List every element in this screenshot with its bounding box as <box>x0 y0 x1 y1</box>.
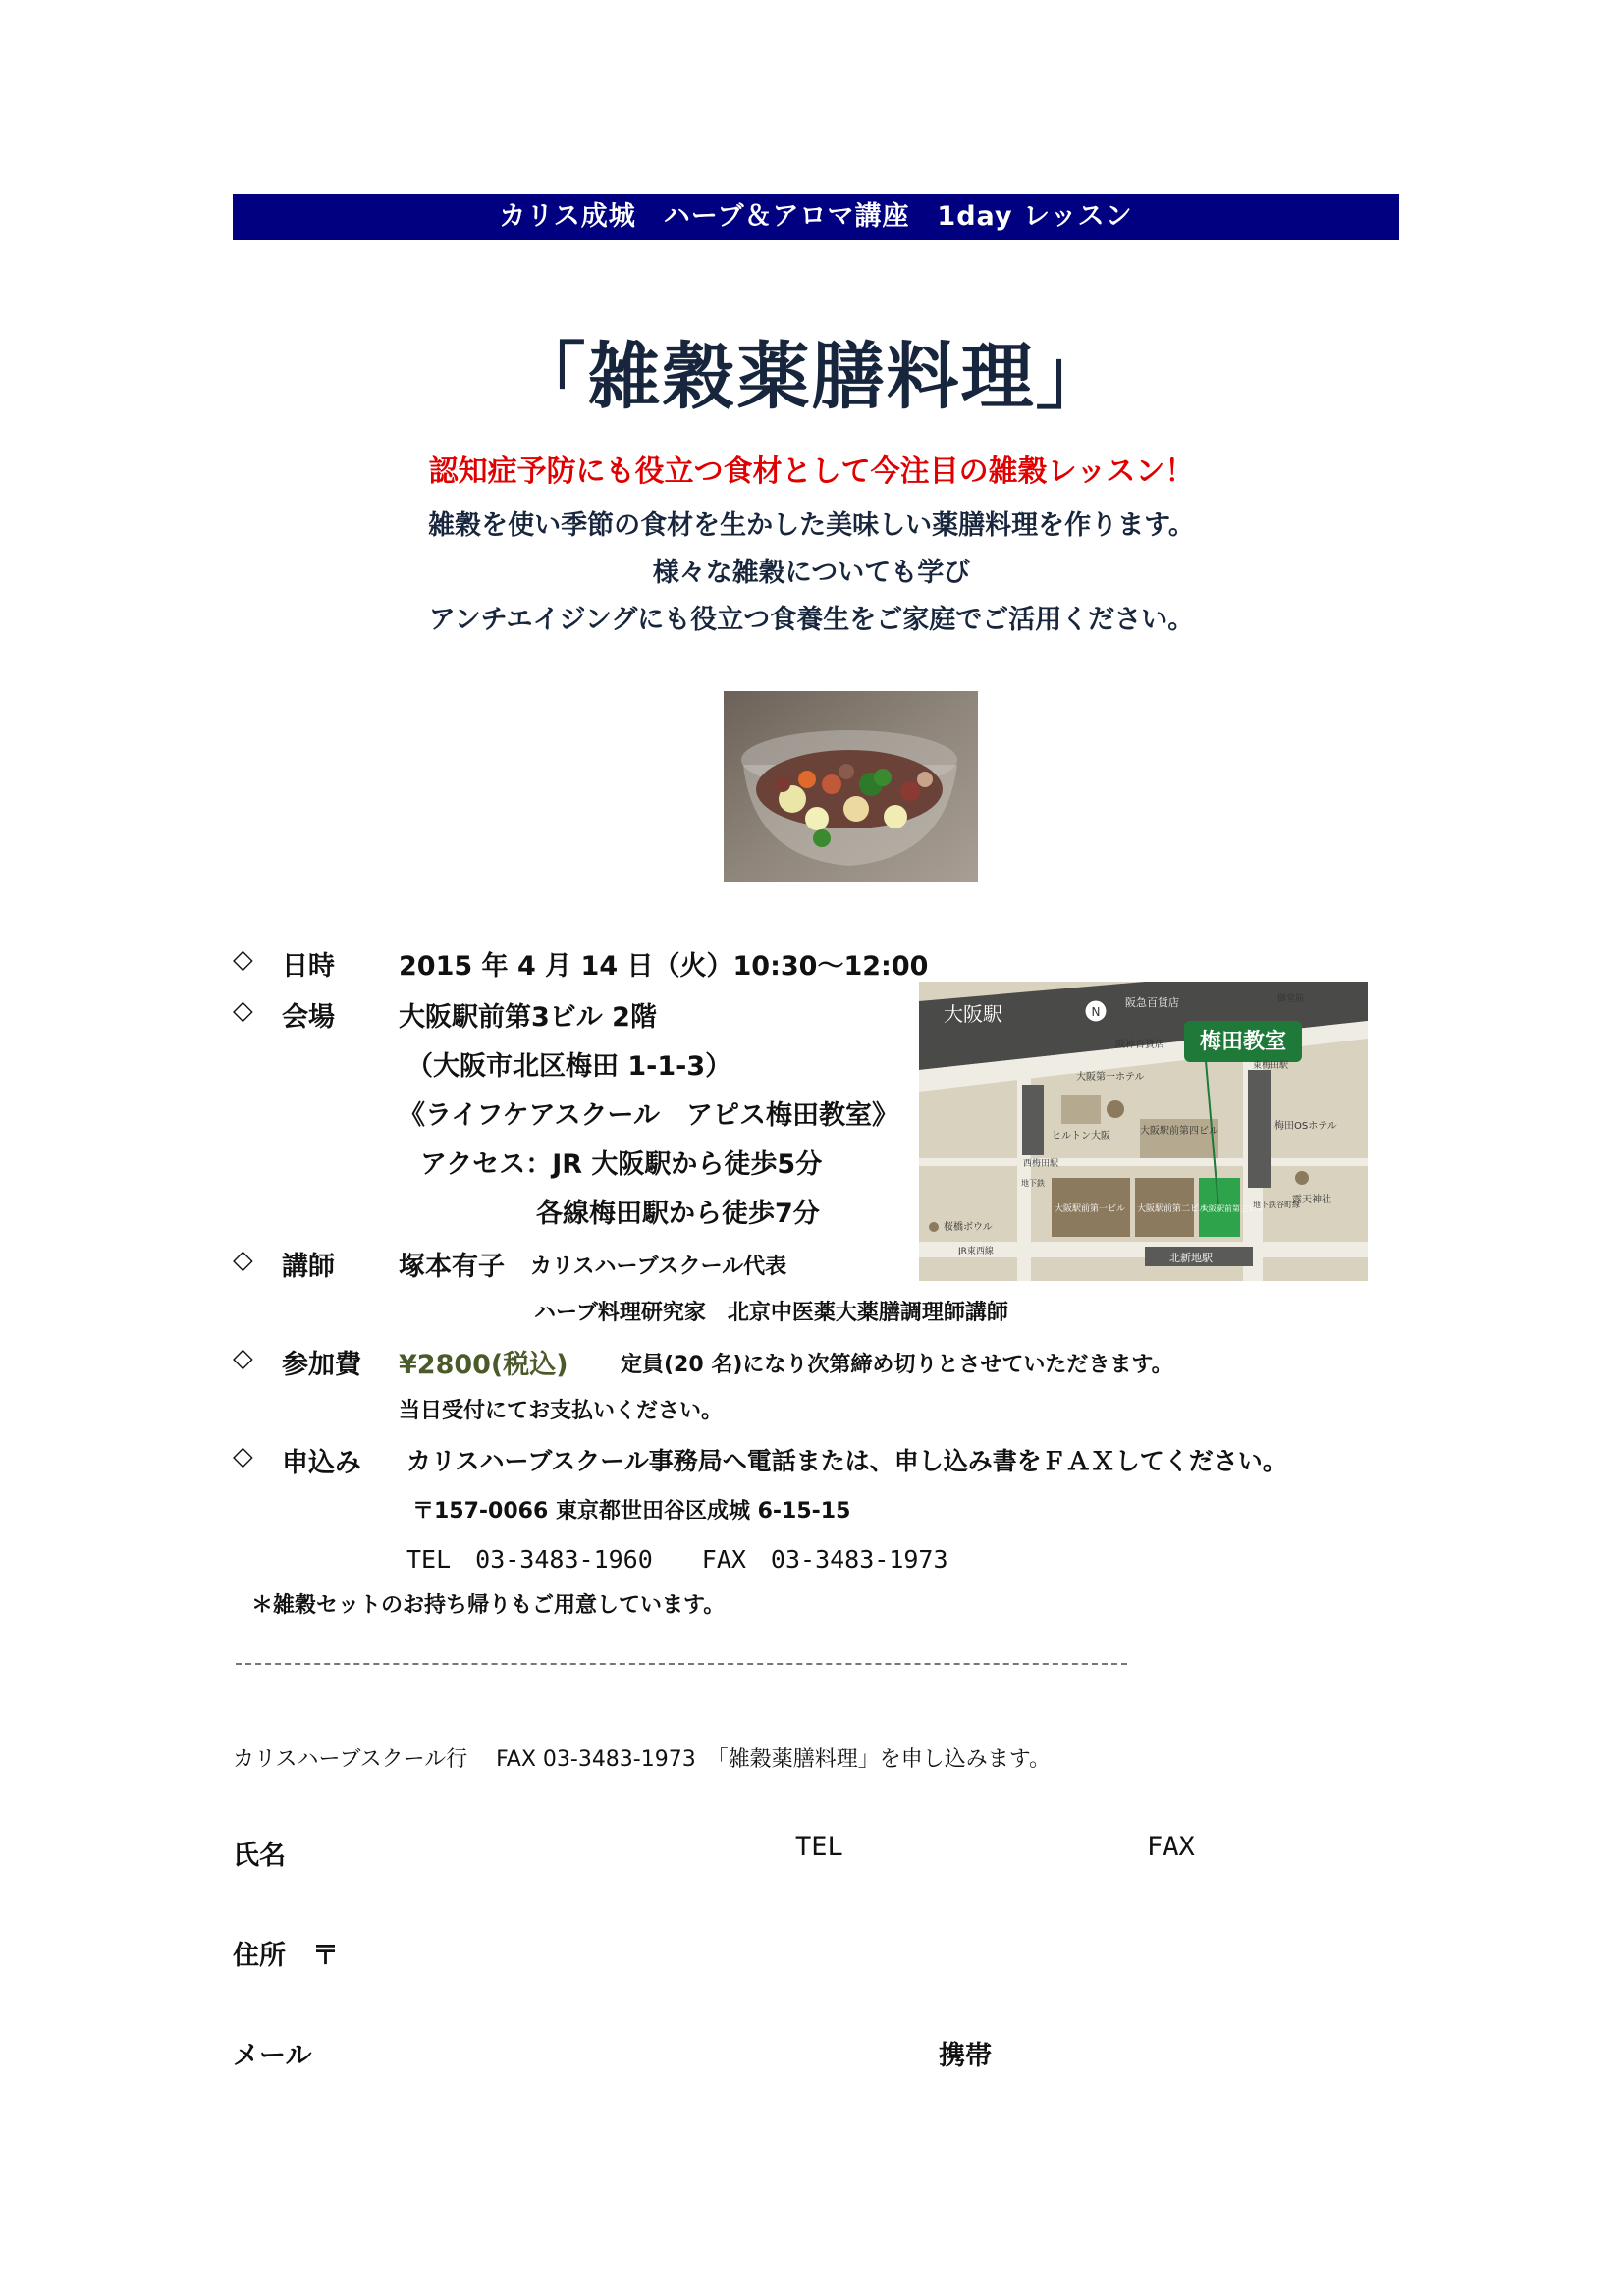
teacher-name: 塚本有子 <box>399 1252 505 1282</box>
lead-line-2: 様々な雑穀についても学び <box>652 558 971 588</box>
teacher-bullet: ◇ <box>233 1245 253 1275</box>
fee-note-2: 当日受付にてお支払いください。 <box>399 1399 724 1423</box>
venue-school: 《ライフケアスクール アピス梅田教室》 <box>399 1100 898 1131</box>
map-hankyu: 阪急百貨店 <box>1125 996 1179 1009</box>
map-hanshin: 阪神百貨店 <box>1115 1040 1164 1050</box>
map-station: 大阪駅 <box>944 1002 1002 1026</box>
form-mail-label: メール <box>233 2041 312 2071</box>
access-jr: アクセス：JR 大阪駅から徒歩5分 <box>420 1149 823 1180</box>
form-mobile-label: 携帯 <box>939 2041 992 2071</box>
fee-value: ¥2800(税込) <box>399 1350 568 1380</box>
venue-address: （大阪市北区梅田 1-1-3） <box>406 1051 732 1082</box>
venue-bullet: ◇ <box>233 995 253 1026</box>
cut-line <box>236 1663 1127 1665</box>
dish-photo <box>724 691 978 882</box>
apply-label: 申込み <box>282 1448 361 1478</box>
access-map <box>919 982 1368 1281</box>
lead-line-3: アンチエイジングにも役立つ食養生をご家庭でご活用ください。 <box>428 605 1195 635</box>
map-north: N <box>1091 1005 1101 1019</box>
date-bullet: ◇ <box>233 944 253 975</box>
map-higashi-umeda <box>1248 1070 1271 1188</box>
lead-headline: 認知症予防にも役立つ食材として今注目の雑穀レッスン！ <box>428 454 1195 489</box>
teacher-title-2: ハーブ料理研究家 北京中医薬大薬膳調理師講師 <box>534 1301 1008 1325</box>
map-tsuyu-tenjin: 露天神社 <box>1292 1195 1331 1205</box>
postal-address: 〒157-0066 東京都世田谷区成城 6-15-15 <box>412 1499 851 1523</box>
form-name-label: 氏名 <box>233 1841 286 1871</box>
map-hilton: ヒルトン大阪 <box>1052 1131 1110 1142</box>
map-higashi-umeda-label: 東梅田駅 <box>1253 1061 1289 1071</box>
map-jr-tozai: JR東西線 <box>958 1247 994 1256</box>
apply-bullet: ◇ <box>233 1441 253 1471</box>
fee-note: 定員(20 名)になり次第締め切りとさせていただきます。 <box>621 1353 1173 1377</box>
map-chikatetsu: 地下鉄 <box>1021 1179 1045 1188</box>
map-ekimae-4: 大阪駅前第四ビル <box>1140 1126 1218 1137</box>
fee-label: 参加費 <box>282 1350 361 1380</box>
fee-bullet: ◇ <box>233 1343 253 1373</box>
apply-text: カリスハーブスクール事務局へ電話または、申し込み書をＦＡＸしてください。 <box>406 1447 1287 1475</box>
map-daiichi-hotel: 大阪第一ホテル <box>1076 1072 1145 1083</box>
page-title: 「雑穀薬膳料理」 <box>513 335 1110 419</box>
map-chika-tanimachi: 地下鉄谷町線 <box>1253 1201 1300 1209</box>
date-value: 2015 年 4 月 14 日（火）10:30～12:00 <box>399 951 929 982</box>
map-bldg2-label: 大阪駅前第二ビル <box>1137 1204 1209 1214</box>
map-nishi-umeda-label: 西梅田駅 <box>1023 1159 1059 1169</box>
set-note: ＊雑穀セットのお持ち帰りもご用意しています。 <box>251 1593 726 1618</box>
teacher-title-1: カリスハーブスクール代表 <box>530 1255 787 1279</box>
form-tel-label: TEL <box>795 1832 843 1862</box>
teacher-label: 講師 <box>282 1252 335 1282</box>
form-fax-label: FAX <box>1147 1832 1195 1862</box>
map-kitashinchi: 北新地駅 <box>1169 1252 1213 1264</box>
date-label: 日時 <box>282 951 335 982</box>
access-umeda: 各線梅田駅から徒歩7分 <box>536 1199 820 1229</box>
venue-value: 大阪駅前第3ビル 2階 <box>399 1002 657 1033</box>
tel-fax: TEL 03-3483-1960 FAX 03-3483-1973 <box>406 1545 948 1574</box>
header-banner: カリス成城 ハーブ＆アロマ講座 1day レッスン <box>233 194 1399 240</box>
map-midosuji: 御堂筋 <box>1277 994 1305 1004</box>
map-os-hotel: 梅田OSホテル <box>1274 1121 1337 1132</box>
venue-label: 会場 <box>282 1002 335 1033</box>
map-sakura-bowl: 桜橋ボウル <box>944 1222 993 1233</box>
map-classroom: 梅田教室 <box>1199 1030 1287 1054</box>
map-nishi-umeda <box>1022 1085 1044 1155</box>
form-address-label: 住所 〒 <box>233 1941 339 1971</box>
map-bldg1-label: 大阪駅前第一ビル <box>1055 1204 1126 1214</box>
map-bldg3-label: 大阪駅前第三ビル <box>1201 1204 1264 1213</box>
lead-line-1: 雑穀を使い季節の食材を生かした美味しい薬膳料理を作ります。 <box>428 510 1195 541</box>
form-header: カリスハーブスクール行 FAX 03-3483-1973 「雑穀薬膳料理」を申し込みます。 <box>233 1747 1051 1772</box>
